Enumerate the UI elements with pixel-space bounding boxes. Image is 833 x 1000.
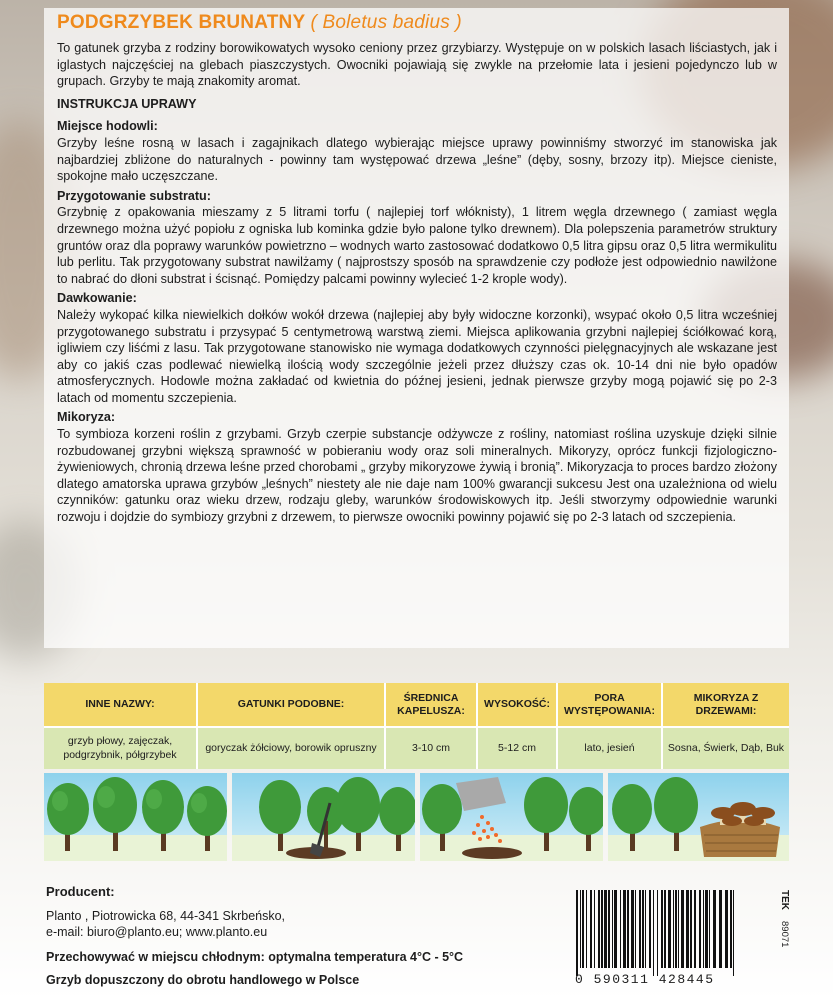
table-header: PORA WYSTĘPOWANIA:: [558, 683, 661, 728]
section-text-mycorrhiza: To symbioza korzeni roślin z grzybami. Grzyb czerpie substancje odżywcze z rośliny, natomiast roślina uzyskuje dzięki silnie rozbudowanej grzybni większą sprawność w pobieraniu wody oraz soli mineralnych. Mikoryzy, oprócz funkcji fizjologiczno-żywieniowych, chronią drzewa leśne przed chorobami „ grzyby mikoryzowe żywią i bronią”. Mikoryzacja to proces bardzo złożony dlatego amatorska uprawa grzybów „leśnych” niestety ale nie daje nam 100% gwarancji sukcesu Jest ona uzależniona od wielu czynników: gatunku oraz wieku drzew, rodzaju gleby, warunków środowiskowych itp. Jeśli stworzymy odpowiednie warunki rozwoju i dojdzie do symbiozy grzybni z drzewem, to pierwsze owocniki powinny pojawić się po 2-3 latach od szczepienia.: [57, 427, 777, 525]
tek-label: TEK: [779, 890, 790, 910]
table-header: INNE NAZWY:: [44, 683, 196, 728]
section-text-substrate: Grzybnię z opakowania mieszamy z 5 litrami torfu ( najlepiej torf włóknisty), 1 litrem węgla drzewnego ( zamiast węgla drzewnego można użyć popiołu z ogniska lub kominka gdzie było palone tylko drewnem). Dla polepszenia parametrów struktury gruntów oraz dla poprawy warunków powietrzno – wodnych warto zastosować dodatkowo 0,5 litra gipsu oraz 0,5 litra wermikulitu lub perlitu. Tak przygotowany substrat nawilżamy ( najprostszy sposób na sprawdzenie czy podłoże jest odpowiednio nawilżone to nabrać do dłoni substrat i ścisnąć. Pomiędzy palcami powinny wylecieć 1-2 krople wody).: [57, 205, 777, 286]
tek-code: [770, 890, 790, 990]
approval-note: Grzyb dopuszczony do obrotu handlowego w Polsce: [46, 973, 360, 987]
section-title-dosage: Dawkowanie:: [57, 291, 137, 306]
table-header: WYSOKOŚĆ:: [478, 683, 556, 728]
table-header: MIKORYZA Z DRZEWAMI:: [663, 683, 789, 728]
table-cell: 3-10 cm: [386, 728, 476, 769]
section-title-mycorrhiza: Mikoryza:: [57, 410, 116, 425]
digging-scene-illustration: [232, 773, 415, 861]
table-column-mycorrhiza-trees: [663, 683, 789, 769]
mushroom-basket-scene-illustration: [608, 773, 789, 861]
product-latin-name: ( Boletus badius ): [310, 12, 462, 33]
table-column-similar-species: [198, 683, 386, 769]
product-name: PODGRZYBEK BRUNATNY: [57, 12, 305, 33]
table-column-height: [478, 683, 558, 769]
section-text-location: Grzyby leśne rosną w lasach i zagajnikach dlatego wybierając miejsce uprawy powinniśmy stworzyć im stanowiska jak najbardziej zbliżone do naturalnych - powinny tam występować drzewa „leśne” (dęby, sosny, brzozy itp). Miejsce cieniste, spokojne mało uczęszczane.: [57, 135, 777, 184]
instructions-heading: INSTRUKCJA UPRAWY: [57, 96, 197, 111]
section-title-substrate: Przygotowanie substratu:: [57, 188, 211, 203]
table-cell: grzyb płowy, zajęczak, podgrzybnik, półgrzybek: [44, 728, 196, 769]
table-cell: goryczak żółciowy, borowik opruszny: [198, 728, 384, 769]
table-cell: lato, jesień: [558, 728, 661, 769]
table-header: ŚREDNICA KAPELUSZA:: [386, 683, 476, 728]
product-title: [57, 12, 777, 34]
producer-info: [46, 884, 566, 987]
producer-address: Planto , Piotrowicka 68, 44-341 Skrbeńsko,: [46, 909, 286, 923]
table-cell: 5-12 cm: [478, 728, 556, 769]
barcode: [572, 888, 740, 984]
table-cell: Sosna, Świerk, Dąb, Buk: [663, 728, 789, 769]
producer-contact: e-mail: biuro@planto.eu; www.planto.eu: [46, 925, 268, 939]
product-intro: To gatunek grzyba z rodziny borowikowatych wysoko ceniony przez grzybiarzy. Występuje on w polskich lasach liściastych, jak i iglastych najczęściej na glebach piaszczystych. Owocniki pojawiają się zwykle na przełomie lata i jesieni pojedynczo lub w grupach. Grzyby te mają znakomity aromat.: [57, 41, 777, 89]
table-column-cap-diameter: [386, 683, 478, 769]
pouring-substrate-scene-illustration: [420, 773, 603, 861]
description-content: [57, 12, 777, 526]
table-column-other-names: [44, 683, 198, 769]
section-title-location: Miejsce hodowli:: [57, 119, 158, 134]
table-header: GATUNKI PODOBNE:: [198, 683, 384, 728]
table-column-season: [558, 683, 663, 769]
section-text-dosage: Należy wykopać kilka niewielkich dołków wokół drzewa (najlepiej aby były widoczne korzonki), wsypać około 0,5 litra wcześniej przygotowanego substratu i przysypać 5 centymetrową warstwą ziemi. Miejsca aplikowania grzybni najlepiej ściółkować korą, igliwiem czy liśćmi z lasu. Tak przygotowane stanowisko nie wymaga dodatkowych czynności pielęgnacyjnych ale wskazane jest aby co jakiś czas podlewać niewielką ilością wody szczególnie jeżeli przez dłuższy czas ok. 10-14 dni nie było opadów atmosferycznych. Hodowle można zakładać od kwietnia do późnej jesieni, jednak pierwsze grzyby mogą pojawić się po 2-3 latach od momentu szczepienia.: [57, 307, 777, 405]
trees-scene-illustration: [44, 773, 227, 861]
barcode-number: 0 590311 428445: [575, 972, 715, 987]
info-table: [44, 683, 789, 769]
producer-label: Producent:: [46, 884, 115, 899]
tek-number: 89071: [779, 920, 790, 948]
storage-instructions: Przechowywać w miejscu chłodnym: optymalna temperatura 4°C - 5°C: [46, 950, 464, 964]
